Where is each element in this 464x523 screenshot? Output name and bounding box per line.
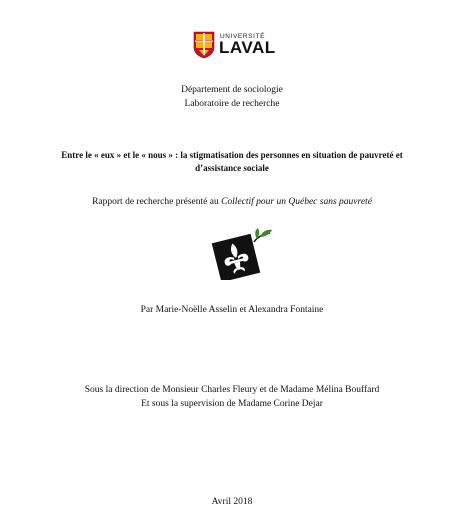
- direction-line: Sous la direction de Monsieur Charles Fleury et de Madame Mélina Bouffard: [84, 385, 380, 395]
- university-shield-icon: [193, 31, 215, 59]
- report-organization: Collectif pour un Québec sans pauvreté: [221, 197, 372, 207]
- fleur-de-lis-emblem-icon: [208, 228, 274, 280]
- authors-line: Par Marie-Noëlle Asselin et Alexandra Fontaine: [140, 305, 324, 315]
- report-prefix: Rapport de recherche présenté au: [92, 197, 222, 207]
- publication-date: Avril 2018: [211, 497, 253, 507]
- logo-laval-text: LAVAL: [219, 38, 276, 57]
- department-name: Département de sociologie: [181, 85, 283, 95]
- report-statement: [0, 196, 464, 209]
- lab-name: Laboratoire de recherche: [184, 99, 280, 109]
- report-title: Entre le « eux » et le « nous » : la stigmatisation des personnes en situation de pauvreté et d’assistance sociale: [61, 150, 403, 173]
- university-logo: [193, 31, 276, 61]
- supervision-line: Et sous la supervision de Madame Corine Dejar: [141, 399, 323, 409]
- logo-university-text: UNIVERSITÉ: [220, 33, 266, 40]
